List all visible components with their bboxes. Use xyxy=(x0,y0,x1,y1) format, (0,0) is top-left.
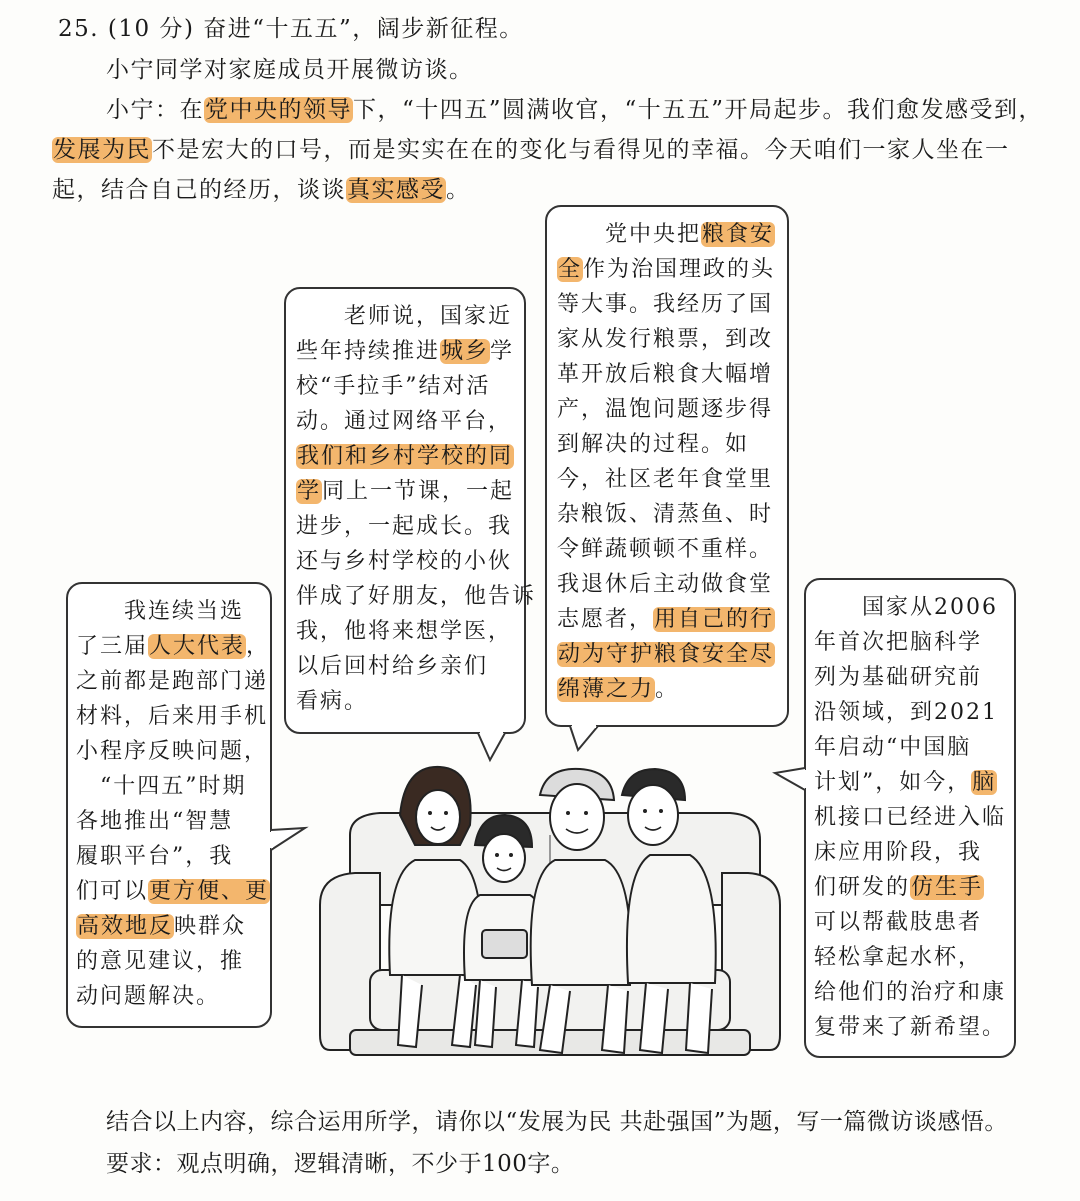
text-segment: 。 xyxy=(446,177,471,203)
text-segment: 还与乡村学校的小伙 xyxy=(296,549,513,574)
highlighted-keyword: 真实感受 xyxy=(347,177,445,203)
bubble-line xyxy=(814,590,1006,625)
text-segment: 履职平台”，我 xyxy=(76,844,234,869)
speech-bubble-mother xyxy=(66,582,272,1028)
text-segment: 复带来了新希望。 xyxy=(814,1015,1007,1040)
bubble-line xyxy=(76,629,270,664)
bubble-line xyxy=(76,664,270,699)
text-segment: 今，社区老年食堂里 xyxy=(557,467,774,492)
bubble-line xyxy=(76,594,270,629)
text-segment: 学 xyxy=(490,339,515,364)
bubble-line xyxy=(557,287,775,322)
highlighted-keyword: 全 xyxy=(558,257,583,282)
speech-bubble-father xyxy=(804,578,1016,1058)
highlighted-keyword: 城乡 xyxy=(441,339,490,364)
text-segment: 校“手拉手”结对活 xyxy=(296,374,491,399)
highlighted-keyword: 动为守护粮食安全尽 xyxy=(558,642,775,667)
bubble-line xyxy=(76,699,270,734)
bubble-line xyxy=(296,334,536,369)
bubble-line xyxy=(296,684,536,719)
text-segment: 小宁：在 xyxy=(106,97,204,123)
highlighted-keyword: 脑 xyxy=(972,770,997,795)
bubble-line xyxy=(557,637,775,672)
highlighted-keyword: 党中央的领导 xyxy=(205,97,352,123)
bubble-line xyxy=(557,672,775,707)
bubble-line xyxy=(814,765,1006,800)
task-prompt: 结合以上内容，综合运用所学，请你以“发展为民 共赴强国”为题，写一篇微访谈感悟。 xyxy=(106,1109,1008,1135)
bubble-line xyxy=(76,734,270,769)
text-segment: 列为基础研究前 xyxy=(814,665,983,690)
text-segment: 伴成了好朋友，他告诉 xyxy=(296,584,537,609)
bubble-line xyxy=(557,462,775,497)
bubble-line xyxy=(557,427,775,462)
bubble-line xyxy=(814,730,1006,765)
text-segment: 计划”，如今， xyxy=(814,770,972,795)
bubble-line xyxy=(814,975,1006,1010)
highlighted-keyword: 粮食安 xyxy=(702,222,775,247)
text-segment: 到解决的过程。如 xyxy=(557,432,750,457)
text-segment: 小程序反映问题， xyxy=(76,739,269,764)
bubble-line xyxy=(557,392,775,427)
text-segment: 家从发行粮票，到改 xyxy=(557,327,774,352)
bubble-line xyxy=(76,839,270,874)
speech-bubble-grandpa xyxy=(545,205,789,727)
bubble-line xyxy=(296,299,536,334)
text-segment: “十四五”时期 xyxy=(76,774,247,799)
bubble-line xyxy=(296,614,536,649)
text-segment: 我，他将来想学医， xyxy=(296,619,513,644)
text-segment: 动问题解决。 xyxy=(76,984,221,1009)
bubble-line xyxy=(814,625,1006,660)
text-segment: 等大事。我经历了国 xyxy=(557,292,774,317)
text-segment: 了三届 xyxy=(76,634,149,659)
bubble-line xyxy=(296,509,536,544)
bubble-line xyxy=(76,944,270,979)
question-para-line-1 xyxy=(106,91,1043,124)
bubble-line xyxy=(814,835,1006,870)
text-segment: 年首次把脑科学 xyxy=(814,630,983,655)
text-segment: 可以帮截肢患者 xyxy=(814,910,983,935)
grandpa-bubble-text xyxy=(557,217,775,707)
bubble-line xyxy=(76,769,270,804)
text-segment: 杂粮饭、清蒸鱼、时 xyxy=(557,502,774,527)
highlighted-keyword: 仿生手 xyxy=(911,875,984,900)
mother-bubble-text xyxy=(76,594,270,1014)
highlighted-keyword: 用自己的行 xyxy=(654,607,775,632)
bubble-line xyxy=(557,252,775,287)
highlighted-keyword: 我们和乡村学校的同 xyxy=(297,444,514,469)
bubble-line xyxy=(76,874,270,909)
bubble-line xyxy=(557,322,775,357)
text-segment: 们研发的 xyxy=(814,875,911,900)
question-para-line-2 xyxy=(52,131,1010,164)
highlighted-keyword: 发展为民 xyxy=(53,137,151,163)
text-segment: 产，温饱问题逐步得 xyxy=(557,397,774,422)
text-segment: 们可以 xyxy=(76,879,149,904)
text-segment: 动。通过网络平台， xyxy=(296,409,513,434)
bubble-line xyxy=(814,940,1006,975)
text-segment: 革开放后粮食大幅增 xyxy=(557,362,774,387)
text-segment: 进步，一起成长。我 xyxy=(296,514,513,539)
text-segment: ， xyxy=(246,634,271,659)
bubble-line xyxy=(557,497,775,532)
father-bubble-text xyxy=(814,590,1006,1045)
bubble-line xyxy=(814,695,1006,730)
text-segment: 给他们的治疗和康 xyxy=(814,980,1007,1005)
bubble-line xyxy=(557,217,775,252)
question-intro: 小宁同学对家庭成员开展微访谈。 xyxy=(106,57,474,83)
bubble-line xyxy=(296,579,536,614)
bubble-line xyxy=(296,649,536,684)
text-segment: 年启动“中国脑 xyxy=(814,735,972,760)
highlighted-keyword: 高效地反 xyxy=(77,914,174,939)
text-segment: 下，“十四五”圆满收官，“十五五”开局起步。我们愈发感受到， xyxy=(353,97,1044,123)
bubble-line xyxy=(557,567,775,602)
text-segment: 令鲜蔬顿顿不重样。 xyxy=(557,537,774,562)
text-segment: 同上一节课，一起 xyxy=(322,479,515,504)
bubble-line xyxy=(296,474,536,509)
bubble-line xyxy=(557,532,775,567)
bubble-line xyxy=(296,369,536,404)
text-segment: 看病。 xyxy=(296,689,369,714)
text-segment: 志愿者， xyxy=(557,607,654,632)
text-segment: 沿领域，到2021 xyxy=(814,700,998,725)
bubble-line xyxy=(296,439,536,474)
text-segment: 之前都是跑部门递 xyxy=(76,669,269,694)
text-segment: 床应用阶段，我 xyxy=(814,840,983,865)
text-segment: 些年持续推进 xyxy=(296,339,441,364)
bubble-line xyxy=(557,602,775,637)
text-segment: 我连续当选 xyxy=(76,599,245,624)
bubble-line xyxy=(557,357,775,392)
bubble-line xyxy=(296,544,536,579)
text-segment: 我退休后主动做食堂 xyxy=(557,572,774,597)
speech-bubble-teacher xyxy=(284,287,537,734)
text-segment: 党中央把 xyxy=(557,222,702,247)
highlighted-keyword: 绵薄之力 xyxy=(558,677,655,702)
text-segment: 各地推出“智慧 xyxy=(76,809,234,834)
text-segment: 材料，后来用手机 xyxy=(76,704,269,729)
text-segment: 起，结合自己的经历，谈谈 xyxy=(52,177,346,203)
text-segment: 作为治国理政的头 xyxy=(583,257,776,282)
bubble-line xyxy=(814,1010,1006,1045)
text-segment: 不是宏大的口号，而是实实在在的变化与看得见的幸福。今天咱们一家人坐在一 xyxy=(152,137,1010,163)
text-segment: 。 xyxy=(655,677,680,702)
bubble-line xyxy=(76,804,270,839)
highlighted-keyword: 更方便、更 xyxy=(149,879,270,904)
bubble-line xyxy=(814,800,1006,835)
text-segment: 映群众 xyxy=(174,914,247,939)
bubble-line xyxy=(296,404,536,439)
text-segment: 国家从2006 xyxy=(814,595,998,620)
text-segment: 老师说，国家近 xyxy=(296,304,513,329)
bubble-line xyxy=(814,660,1006,695)
question-para-line-3 xyxy=(52,171,471,204)
task-requirement: 要求：观点明确，逻辑清晰，不少于100字。 xyxy=(106,1151,575,1177)
highlighted-keyword: 学 xyxy=(297,479,322,504)
question-header: 25. (10 分) 奋进“十五五”，阔步新征程。 xyxy=(58,16,524,42)
text-segment: 轻松拿起水杯， xyxy=(814,945,983,970)
teacher-bubble-text xyxy=(296,299,536,719)
bubble-line xyxy=(814,905,1006,940)
bubble-line xyxy=(76,979,270,1014)
highlighted-keyword: 人大代表 xyxy=(149,634,246,659)
text-segment: 机接口已经进入临 xyxy=(814,805,1007,830)
bubble-line xyxy=(76,909,270,944)
text-segment: 以后回村给乡亲们 xyxy=(296,654,489,679)
family-on-sofa-illustration xyxy=(310,755,790,1085)
bubble-line xyxy=(814,870,1006,905)
text-segment: 的意见建议，推 xyxy=(76,949,245,974)
